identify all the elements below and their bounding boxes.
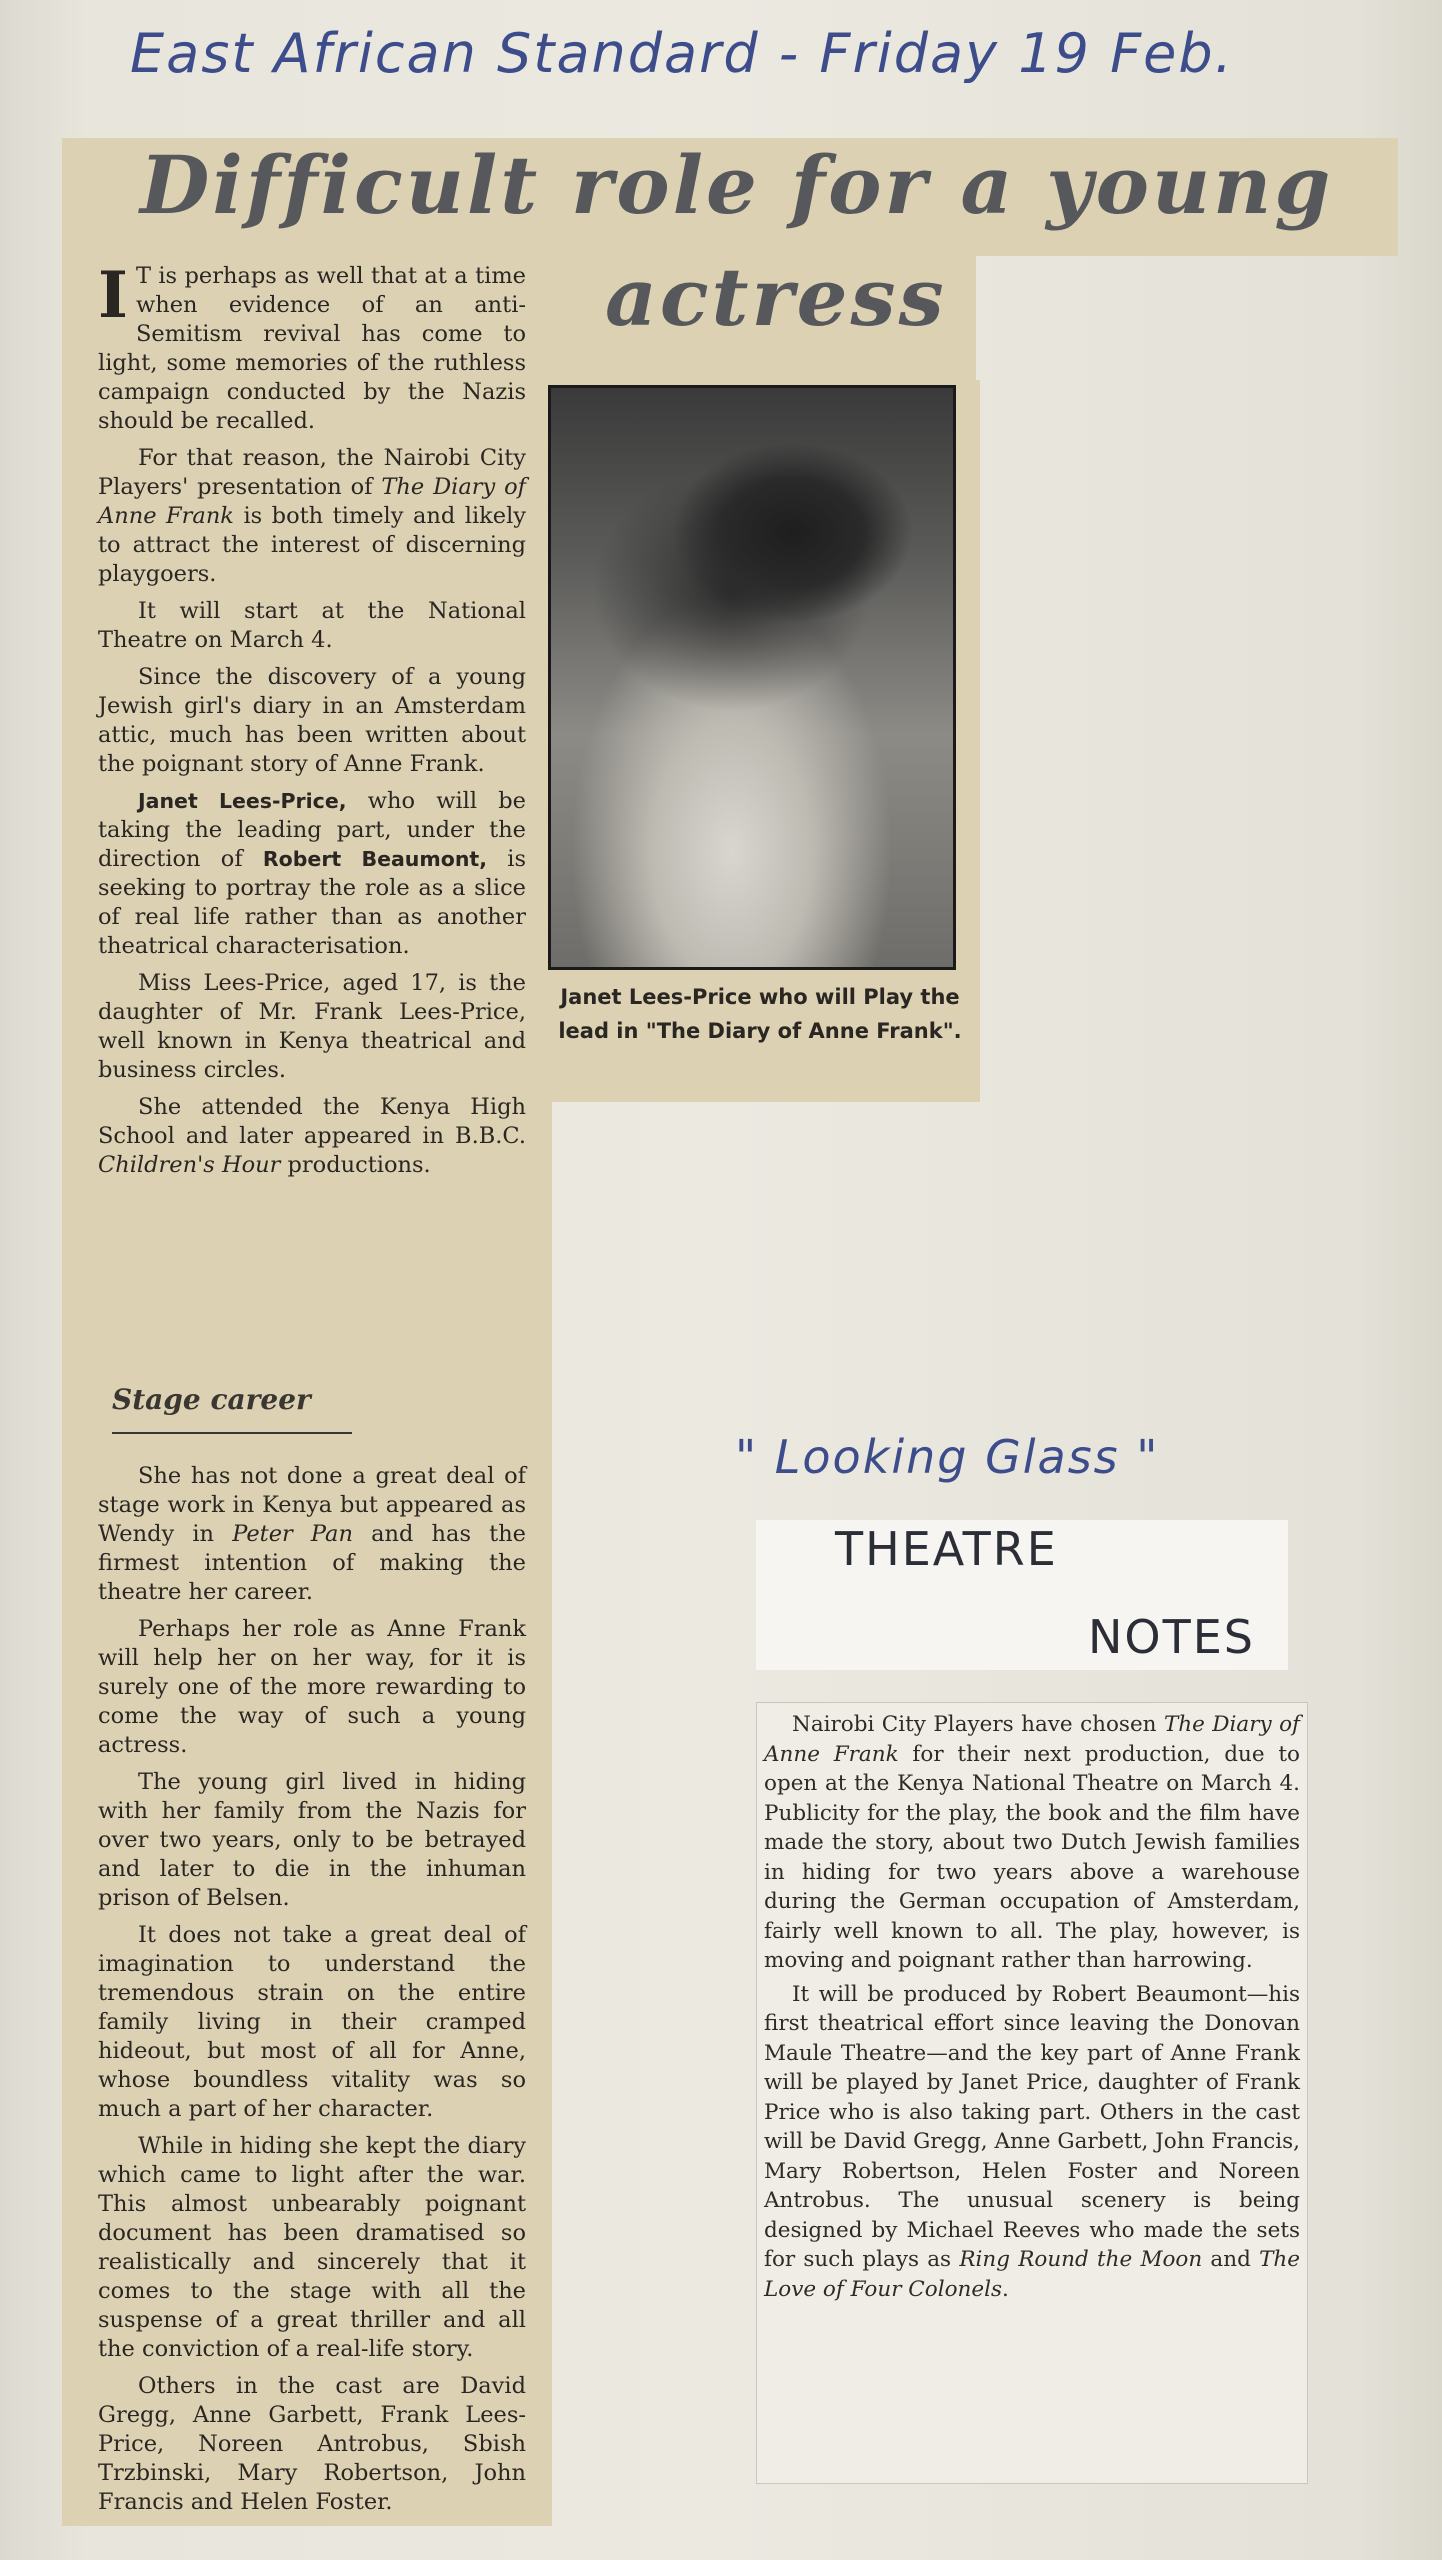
- photo-caption: Janet Lees-Price who will Play the lead in "The Diary of Anne Frank".: [558, 985, 962, 1043]
- article-paragraph: For that reason, the Nairobi City Players' presentation of The Diary of Anne Frank is both timely and likely to attract the interest of discerning playgoers.: [98, 445, 527, 587]
- article-paragraph: Since the discovery of a young Jewish girl's diary in an Amsterdam attic, much has been written about the poignant story of Anne Frank.: [98, 664, 526, 777]
- drop-cap: I: [98, 258, 128, 333]
- theatre-notes-title-2: NOTES: [1088, 1610, 1255, 1664]
- article-column-top: [98, 258, 527, 1188]
- article-paragraph: She has not done a great deal of stage work in Kenya but appeared as Wendy in Peter Pan and has the firmest intention of making the theatre her career.: [98, 1463, 526, 1605]
- article-paragraph: It will start at the National Theatre on March 4.: [98, 598, 526, 653]
- article-paragraph: While in hiding she kept the diary which came to light after the war. This almost unbearably poignant document has been dramatised so realistically and sincerely that it comes to the stage with all the suspense of a great thriller and all the conviction of a real-life story.: [98, 2133, 526, 2362]
- article-paragraph: Others in the cast are David Gregg, Anne Garbett, Frank Lees-Price, Noreen Antrobus, Sbish Trzbinski, Mary Robertson, John Francis and Helen Foster.: [98, 2373, 526, 2515]
- article-paragraph: Perhaps her role as Anne Frank will help her on her way, for it is surely one of the more rewarding to come the way of such a young actress.: [98, 1616, 526, 1758]
- article-column-bottom: [98, 1462, 526, 2525]
- handwritten-header: East African Standard - Friday 19 Feb.: [130, 22, 1234, 85]
- article-headline: Difficult role for a young: [140, 138, 1334, 232]
- article-paragraph: The young girl lived in hiding with her family from the Nazis for over two years, only to be betrayed and later to die in the inhuman prison of Belsen.: [98, 1769, 526, 1911]
- theatre-notes-title-1: THEATRE: [835, 1522, 1058, 1576]
- article-paragraph: I T is perhaps as well that at a time when evidence of an anti-Semitism revival has come to light, some memories of the ruthless campaign conducted by the Nazis should be recalled.: [98, 258, 526, 434]
- subhead-rule: [112, 1432, 352, 1434]
- theatre-notes-paragraph: Nairobi City Players have chosen The Diary of Anne Frank for their next production, due to open at the Kenya National Theatre on March 4. Publicity for the play, the book and the film have made the story, about two Dutch Jewish families in hiding for two years above a warehouse during the German occupation of Amsterdam, fairly well known to all. The play, however, is moving and poignant rather than harrowing.: [764, 1712, 1301, 1973]
- article-subhead: Stage career: [112, 1383, 311, 1416]
- handwritten-looking-glass: " Looking Glass ": [735, 1430, 1160, 1484]
- theatre-notes-paragraph: It will be produced by Robert Beaumont—his first theatrical effort since leaving the Donovan Maule Theatre—and the key part of Anne Frank will be played by Janet Price, daughter of Frank Price who is also taking part. Others in the cast will be David Gregg, Anne Garbett, John Francis, Mary Robertson, Helen Foster and Noreen Antrobus. The unusual scenery is being designed by Michael Reeves who made the sets for such plays as Ring Round the Moon and The Love of Four Colonels.: [764, 1981, 1300, 2302]
- article-paragraph: She attended the Kenya High School and later appeared in B.B.C. Children's Hour productions.: [98, 1094, 526, 1178]
- article-paragraph: It does not take a great deal of imagination to understand the tremendous strain on the entire family living in their cramped hideout, but most of all for Anne, whose boundless vitality was so much a part of her character.: [98, 1922, 526, 2122]
- theatre-notes-body: [764, 1710, 1300, 2308]
- article-headline-line2: actress: [605, 250, 947, 344]
- actress-photo: [548, 385, 956, 970]
- article-paragraph: Janet Lees-Price, who will be taking the leading part, under the direction of Robert Beaumont, is seeking to portray the role as a slice of real life rather than as another theatrical characterisation.: [98, 788, 526, 959]
- article-paragraph: Miss Lees-Price, aged 17, is the daughter of Mr. Frank Lees-Price, well known in Kenya theatrical and business circles.: [98, 970, 526, 1083]
